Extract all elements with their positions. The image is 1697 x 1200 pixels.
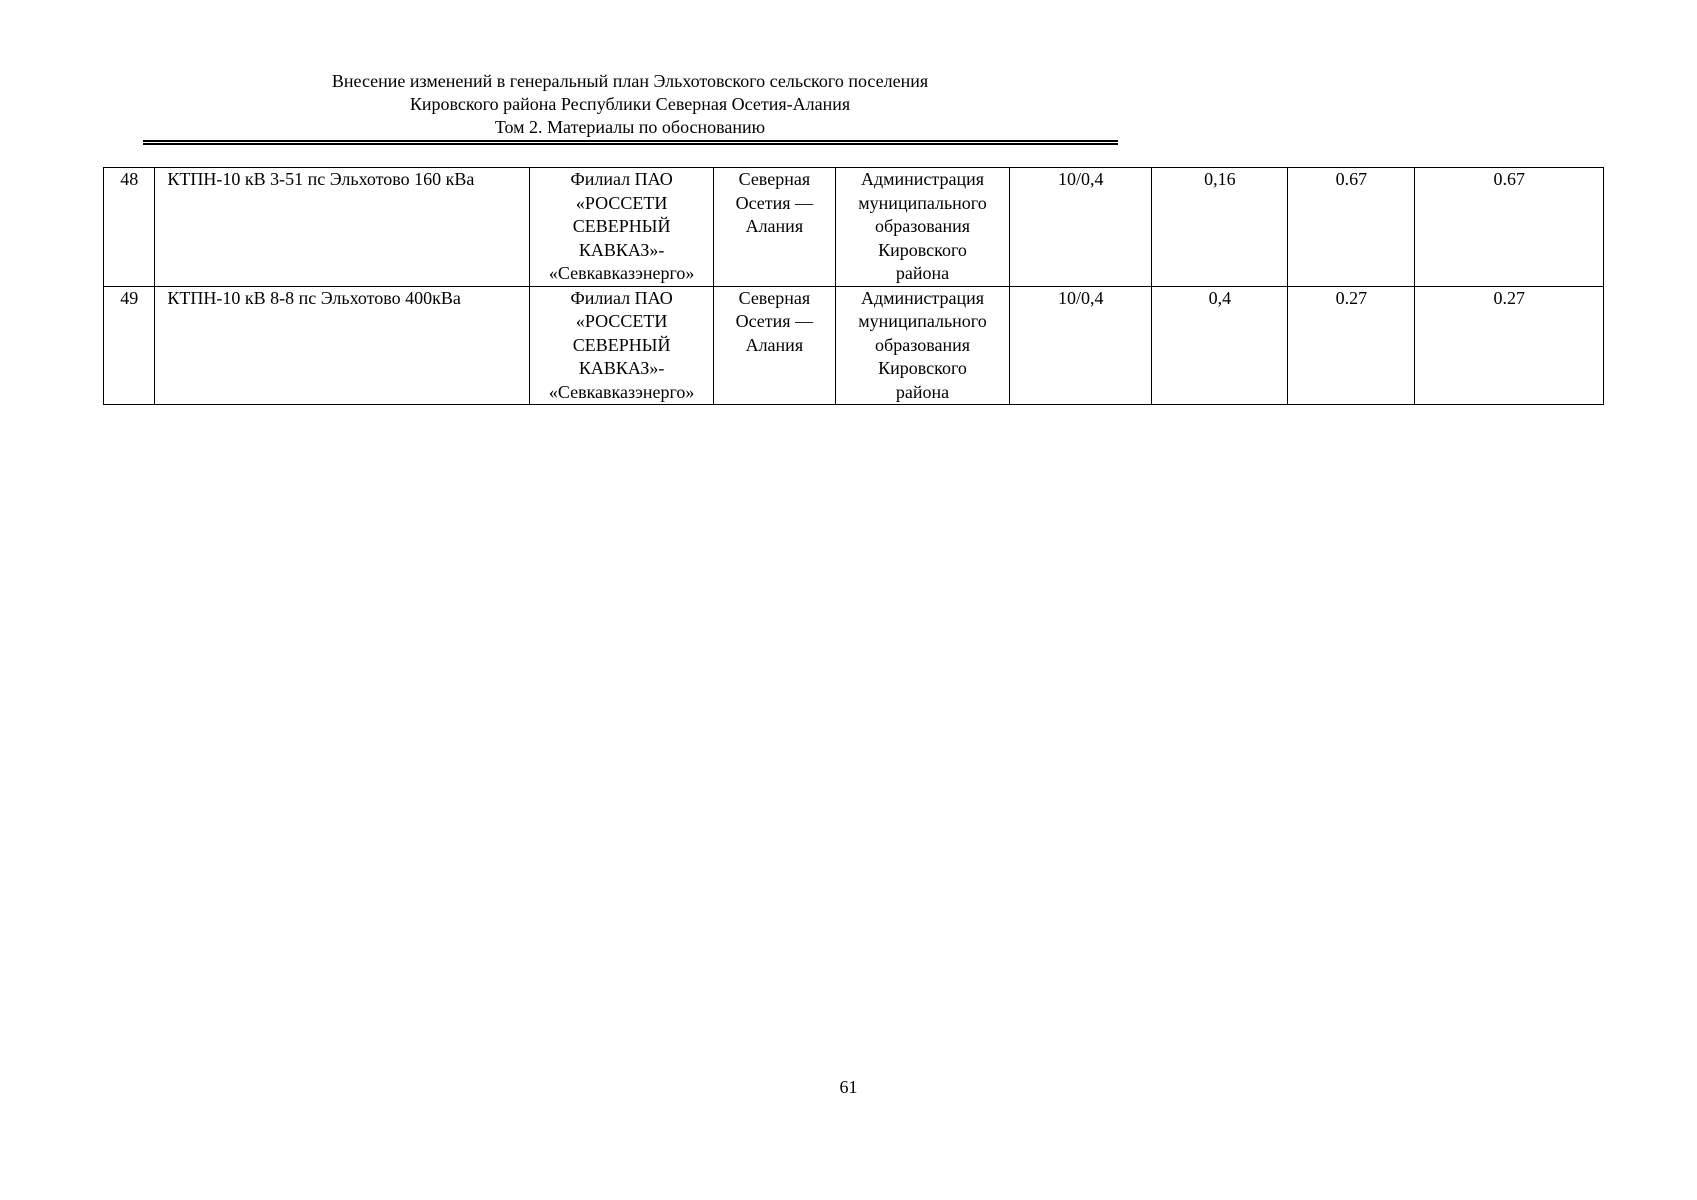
owner-line: «РОССЕТИ: [575, 311, 668, 331]
value2-cell: 0.27: [1415, 286, 1604, 405]
header-double-rule: [143, 140, 1118, 145]
admin-line: Кировского: [878, 358, 967, 378]
value1-cell: 0.27: [1288, 286, 1415, 405]
owner-cell: [530, 286, 713, 405]
table-row: [104, 168, 1604, 287]
owner-line: КАВКАЗ»-: [578, 239, 665, 260]
admin-line: муниципального: [858, 311, 987, 331]
row-number: 48: [104, 168, 155, 287]
voltage-cell: 10/0,4: [1010, 168, 1152, 287]
header-title-line-1: Внесение изменений в генеральный план Эльхотовского сельского поселения: [331, 71, 929, 91]
admin-line: района: [895, 381, 950, 402]
power-cell: 0,16: [1152, 168, 1288, 287]
owner-line: «РОССЕТИ: [575, 192, 668, 213]
header-title-line-3: Том 2. Материалы по обоснованию: [494, 117, 766, 137]
admin-line: образования: [875, 334, 970, 355]
region-line: Осетия —: [735, 192, 814, 213]
owner-line: СЕВЕРНЫЙ: [572, 334, 671, 355]
power-cell: 0,4: [1152, 286, 1288, 405]
voltage-cell: 10/0,4: [1010, 286, 1152, 405]
admin-line: Кировского: [878, 239, 967, 260]
row-number: 49: [104, 286, 155, 405]
document-header: [140, 70, 1120, 139]
region-cell: [713, 168, 835, 287]
admin-cell: [835, 286, 1009, 405]
region-line: Северная: [738, 287, 811, 308]
region-line: Северная: [738, 169, 811, 189]
owner-line: Филиал ПАО: [570, 287, 673, 308]
owner-line: СЕВЕРНЫЙ: [572, 216, 671, 236]
value2-cell: 0.67: [1415, 168, 1604, 287]
substation-table: [103, 167, 1604, 405]
header-title-line-2: Кировского района Республики Северная Осетия-Алания: [409, 94, 851, 114]
owner-line: «Севкавказэнерго»: [548, 381, 695, 402]
substation-name: КТПН-10 кВ 3-51 пс Эльхотово 160 кВа: [155, 168, 530, 287]
table-row: [104, 286, 1604, 405]
region-line: Алания: [745, 216, 804, 236]
region-cell: [713, 286, 835, 405]
admin-line: района: [895, 263, 950, 283]
owner-line: «Севкавказэнерго»: [548, 263, 695, 283]
owner-line: Филиал ПАО: [570, 169, 673, 189]
value1-cell: 0.67: [1288, 168, 1415, 287]
region-line: Алания: [745, 334, 804, 355]
admin-line: образования: [875, 216, 970, 236]
substation-name: КТПН-10 кВ 8-8 пс Эльхотово 400кВа: [155, 286, 530, 405]
owner-cell: [530, 168, 713, 287]
admin-line: муниципального: [858, 192, 987, 213]
page-number: 61: [839, 1077, 858, 1097]
admin-line: Администрация: [860, 169, 985, 189]
admin-line: Администрация: [860, 287, 985, 308]
owner-line: КАВКАЗ»-: [578, 358, 665, 378]
admin-cell: [835, 168, 1009, 287]
region-line: Осетия —: [735, 311, 814, 331]
